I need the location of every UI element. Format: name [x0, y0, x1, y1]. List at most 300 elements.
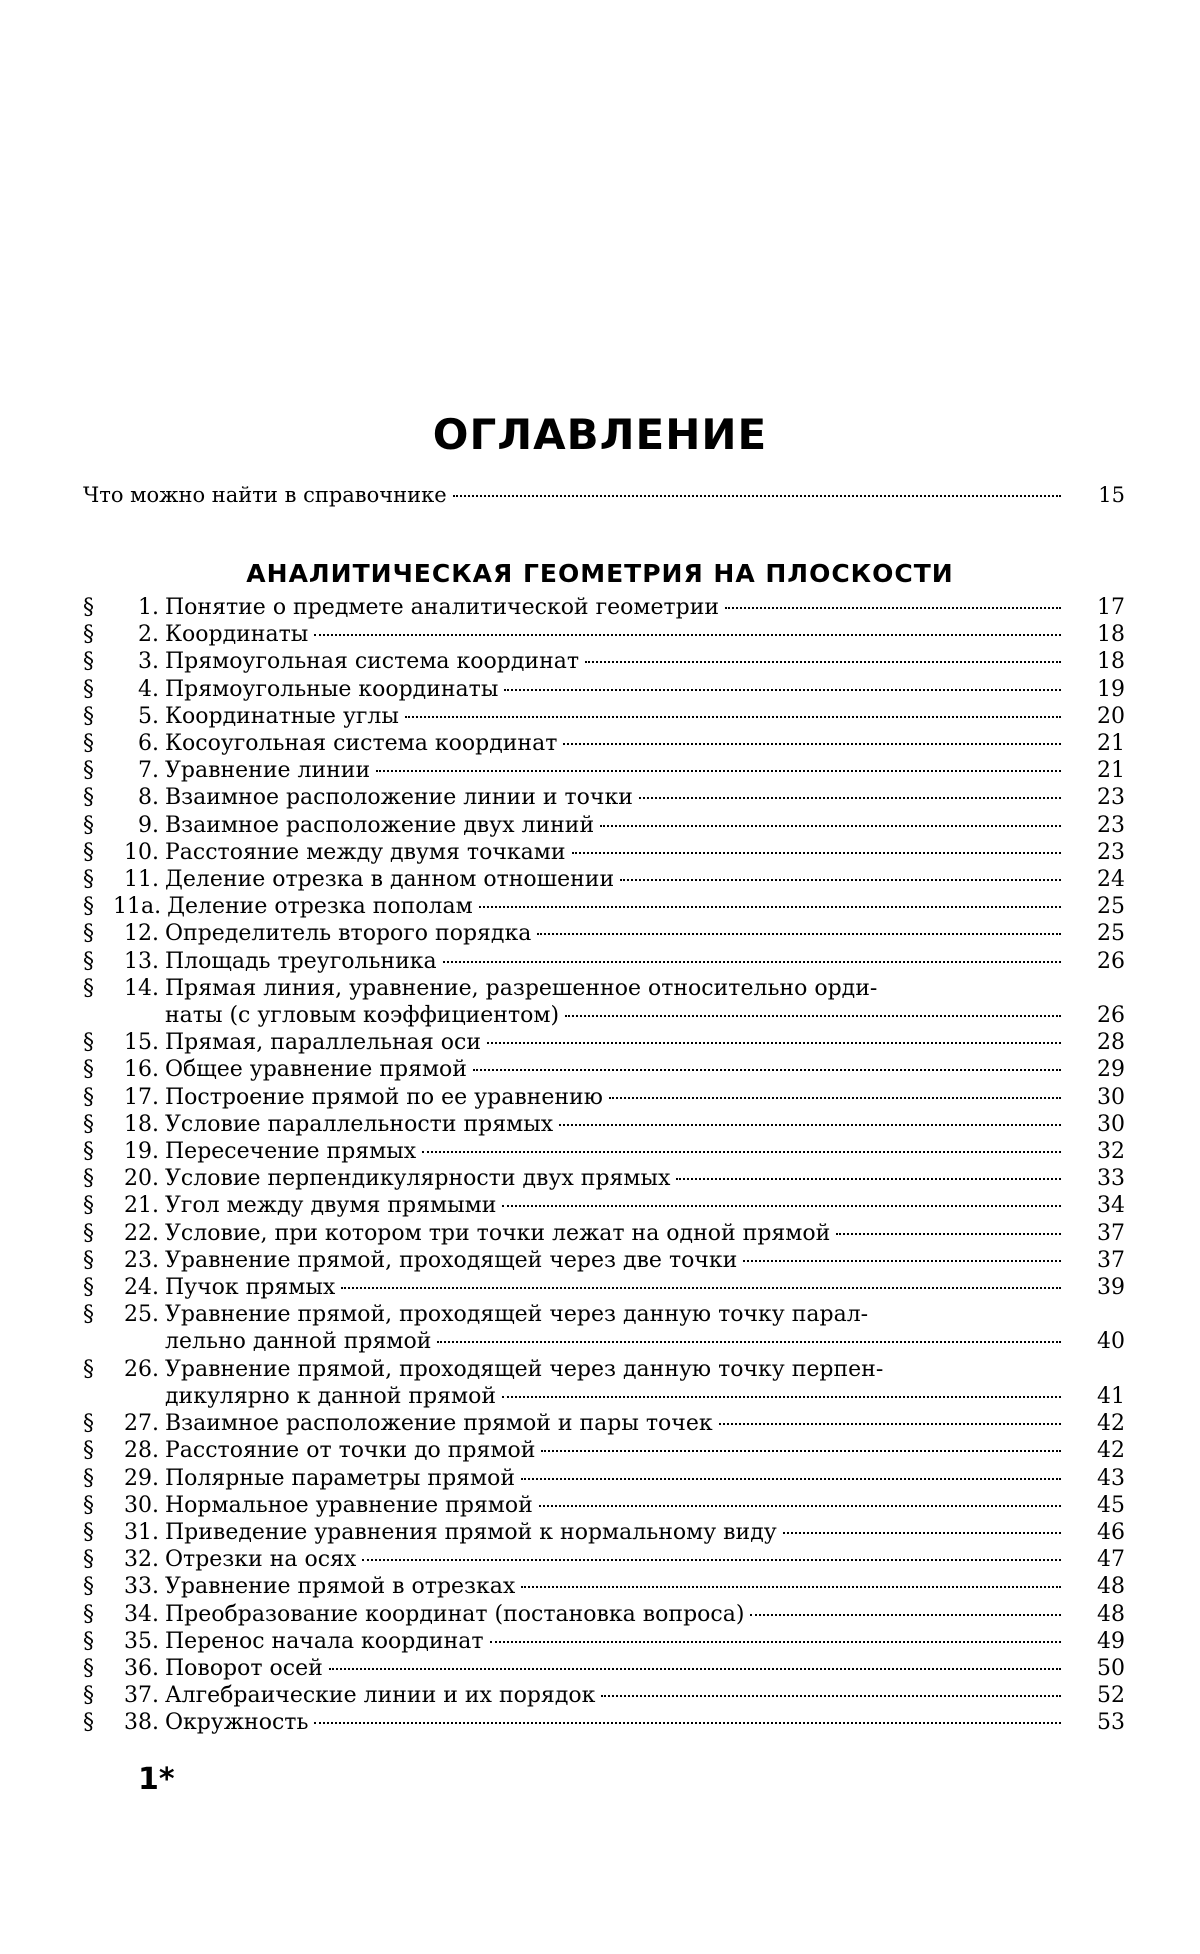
toc-entry-body	[165, 621, 1067, 648]
toc-entry-page: 25	[1097, 921, 1125, 947]
toc-entry[interactable]	[83, 648, 1125, 675]
toc-entry-line	[165, 594, 1067, 621]
section-sign: §	[83, 1683, 94, 1709]
toc-entry[interactable]	[83, 594, 1125, 621]
toc-entry-line	[165, 1655, 1067, 1682]
toc-entry-title: Определитель второго порядка	[165, 921, 532, 947]
dot-leader	[376, 770, 1061, 772]
toc-entry-number: 6.	[138, 731, 159, 757]
dot-leader	[620, 879, 1061, 881]
dot-leader	[783, 1532, 1061, 1534]
toc-entry-title: Отрезки на осях	[165, 1547, 357, 1573]
toc-entry-line	[165, 1601, 1067, 1628]
toc-entry-number: 4.	[138, 676, 159, 702]
dot-leader	[676, 1178, 1061, 1180]
dot-leader	[487, 1042, 1061, 1044]
section-heading: АНАЛИТИЧЕСКАЯ ГЕОМЕТРИЯ НА ПЛОСКОСТИ	[246, 558, 954, 588]
dot-leader	[502, 1396, 1061, 1398]
toc-entry[interactable]	[83, 839, 1125, 866]
toc-entry[interactable]	[83, 1056, 1125, 1083]
toc-entry[interactable]	[83, 1655, 1125, 1682]
section-sign: §	[83, 839, 94, 865]
toc-entry[interactable]	[83, 1492, 1125, 1519]
toc-entry-title: Взаимное расположение двух линий	[165, 812, 595, 838]
toc-entry-line	[165, 866, 1067, 893]
toc-entry-number: 37.	[124, 1683, 159, 1709]
toc-entry-title: Деление отрезка в данном отношении	[165, 867, 615, 893]
toc-entry-body	[165, 1247, 1067, 1274]
toc-entry-title: Уравнение прямой, проходящей через две точки	[165, 1247, 738, 1273]
toc-entry-line	[165, 1220, 1067, 1247]
toc-entry-line	[165, 1709, 1067, 1736]
toc-entry-title: Условие параллельности прямых	[165, 1111, 554, 1137]
toc-entry[interactable]	[83, 1356, 1125, 1410]
section-sign: §	[83, 948, 94, 974]
toc-entry[interactable]	[83, 893, 1125, 920]
toc-entry-line	[165, 839, 1067, 866]
toc-entry-title: Площадь треугольника	[165, 948, 437, 974]
section-sign: §	[83, 1084, 94, 1110]
toc-entry-body	[165, 703, 1067, 730]
toc-entry-line	[165, 1056, 1067, 1083]
toc-entry-title: Прямоугольные координаты	[165, 676, 499, 702]
toc-entry-number: 32.	[124, 1547, 159, 1573]
toc-entry-body	[165, 920, 1067, 947]
toc-entry[interactable]	[83, 866, 1125, 893]
toc-entry[interactable]	[83, 1628, 1125, 1655]
toc-entry-title: Взаимное расположение линии и точки	[165, 785, 633, 811]
toc-entry-number: 23.	[124, 1247, 159, 1273]
toc-entry-body	[165, 1301, 1067, 1355]
toc-entry-body	[165, 1437, 1067, 1464]
section-sign: §	[83, 1275, 94, 1301]
toc-entry-line	[165, 1465, 1067, 1492]
page-title: ОГЛАВЛЕНИЕ	[432, 410, 768, 460]
toc-entry-line	[165, 730, 1067, 757]
section-sign: §	[83, 1139, 94, 1165]
dot-leader	[453, 495, 1061, 497]
toc-entry-line	[167, 893, 1067, 920]
toc-entry-title: Прямая, параллельная оси	[165, 1030, 482, 1056]
toc-entry-body	[165, 1165, 1067, 1192]
toc-entry-title: Нормальное уравнение прямой	[165, 1492, 533, 1518]
section-sign: §	[83, 1030, 94, 1056]
toc-entry[interactable]	[83, 1084, 1125, 1111]
dot-leader	[836, 1233, 1061, 1235]
toc-entry-line	[165, 920, 1067, 947]
dot-leader	[490, 1641, 1061, 1643]
toc-entry-number: 13.	[124, 948, 159, 974]
intro-entry-page: 15	[1098, 483, 1125, 507]
toc-entry-page: 40	[1097, 1329, 1125, 1355]
dot-leader	[362, 1559, 1061, 1561]
toc-entry-body	[165, 812, 1067, 839]
toc-entry-page: 21	[1097, 758, 1125, 784]
toc-entry-number: 30.	[124, 1492, 159, 1518]
toc-entry-body	[165, 1356, 1067, 1410]
toc-entry-number: 10.	[124, 839, 159, 865]
toc-entry-page: 23	[1097, 839, 1125, 865]
toc-entry-body	[165, 839, 1067, 866]
toc-entry-page: 48	[1097, 1574, 1125, 1600]
toc-entry[interactable]	[83, 784, 1125, 811]
section-sign: §	[83, 867, 94, 893]
toc-entry-body	[165, 1655, 1067, 1682]
toc-entry-title: Координаты	[165, 622, 309, 648]
toc-entry-body	[165, 1492, 1067, 1519]
dot-leader	[743, 1260, 1061, 1262]
toc-entry-number: 17.	[124, 1084, 159, 1110]
toc-entry-body	[165, 784, 1067, 811]
toc-entry-page: 43	[1097, 1465, 1125, 1491]
toc-entry-line	[165, 1165, 1067, 1192]
toc-entry-body	[165, 1084, 1067, 1111]
section-sign: §	[83, 1710, 94, 1736]
toc-entry-number: 33.	[124, 1574, 159, 1600]
toc-entry-number: 3.	[138, 649, 159, 675]
section-sign: §	[83, 1111, 94, 1137]
toc-entry-page: 42	[1097, 1411, 1125, 1437]
toc-entry-page: 45	[1097, 1492, 1125, 1518]
toc-entry-title: Пересечение прямых	[165, 1139, 417, 1165]
toc-entry-title: Условие перпендикулярности двух прямых	[165, 1166, 671, 1192]
section-sign: §	[83, 676, 94, 702]
toc-entry[interactable]	[83, 1465, 1125, 1492]
section-sign: §	[83, 731, 94, 757]
toc-entry-title: Уравнение прямой, проходящей через данную точку перпен-	[165, 1356, 884, 1382]
toc-entry[interactable]	[83, 1546, 1125, 1573]
toc-entry-page: 46	[1097, 1519, 1125, 1545]
dot-leader	[443, 961, 1061, 963]
toc-entry[interactable]	[83, 621, 1125, 648]
toc-entry-body	[165, 1029, 1067, 1056]
section-sign: §	[83, 703, 94, 729]
section-sign: §	[83, 595, 94, 620]
toc-entry-number: 9.	[138, 812, 159, 838]
toc-entry-number: 12.	[124, 921, 159, 947]
toc-entry[interactable]	[83, 1682, 1125, 1709]
toc-entry-title: Приведение уравнения прямой к нормальному виду	[165, 1519, 777, 1545]
section-sign: §	[83, 1356, 94, 1382]
section-sign: §	[83, 1547, 94, 1573]
toc-entry-number: 34.	[124, 1601, 159, 1627]
section-sign: §	[83, 1574, 94, 1600]
toc-entry-title: Полярные параметры прямой	[165, 1465, 516, 1491]
toc-entry-title: Построение прямой по ее уравнению	[165, 1084, 603, 1110]
toc-entry-body	[165, 1410, 1067, 1437]
toc-entry-page: 30	[1097, 1084, 1125, 1110]
toc-entry[interactable]	[83, 1519, 1125, 1546]
toc-entry-page: 23	[1097, 812, 1125, 838]
intro-entry-text: Что можно найти в справочнике	[83, 483, 447, 507]
section-sign: §	[83, 1302, 94, 1328]
dot-leader	[422, 1151, 1061, 1153]
toc-entry-page: 28	[1097, 1030, 1125, 1056]
toc-entry-page: 26	[1097, 1003, 1125, 1029]
toc-entry[interactable]	[83, 1573, 1125, 1600]
toc-entry[interactable]	[83, 812, 1125, 839]
toc-entry-title: Понятие о предмете аналитической геометрии	[165, 595, 720, 620]
toc-entry-page: 39	[1097, 1275, 1125, 1301]
section-sign: §	[83, 1220, 94, 1246]
toc-entry[interactable]	[83, 757, 1125, 784]
toc-entry-body	[165, 1519, 1067, 1546]
dot-leader	[341, 1287, 1061, 1289]
toc-entry-title: Условие, при котором три точки лежат на одной прямой	[165, 1220, 831, 1246]
toc-entry-line	[165, 1274, 1067, 1301]
toc-entry-line	[165, 1492, 1067, 1519]
section-sign: §	[83, 1519, 94, 1545]
toc-entry-title: наты (с угловым коэффициентом)	[165, 1003, 560, 1029]
section-sign: §	[83, 1628, 94, 1654]
dot-leader	[539, 1505, 1061, 1507]
toc-entry-page: 29	[1097, 1057, 1125, 1083]
toc-entry-title: Косоугольная система координат	[165, 731, 558, 757]
dot-leader	[719, 1423, 1061, 1425]
toc-entry[interactable]	[83, 1138, 1125, 1165]
toc-entry-body	[165, 1138, 1067, 1165]
dot-leader	[314, 1722, 1061, 1724]
toc-entry-title: лельно данной прямой	[165, 1329, 432, 1355]
toc-entry-body	[165, 866, 1067, 893]
toc-entry-title: Общее уравнение прямой	[165, 1057, 467, 1083]
toc-entry-title: Алгебраические линии и их порядок	[165, 1683, 596, 1709]
toc-entry-body	[165, 1601, 1067, 1628]
toc-entry-page: 53	[1097, 1710, 1125, 1736]
toc-entry-number: 19.	[124, 1139, 159, 1165]
toc-entry-number: 11.	[124, 867, 159, 893]
toc-entry[interactable]	[83, 703, 1125, 730]
toc-entry-body	[165, 730, 1067, 757]
toc-entry-body	[165, 757, 1067, 784]
toc-entry-page: 18	[1097, 622, 1125, 648]
toc-entry-title: Деление отрезка пополам	[167, 894, 473, 920]
toc-entry-body	[165, 1628, 1067, 1655]
toc-entry-body	[165, 948, 1067, 975]
toc-entry-number: 28.	[124, 1438, 159, 1464]
toc-entry-line	[165, 1138, 1067, 1165]
dot-leader	[565, 1015, 1061, 1017]
dot-leader	[437, 1341, 1061, 1343]
section-sign: §	[83, 1193, 94, 1219]
intro-entry[interactable]	[83, 483, 1125, 507]
toc-entry-line	[165, 676, 1067, 703]
dot-leader	[725, 607, 1061, 609]
toc-entry-page: 47	[1097, 1547, 1125, 1573]
toc-entry-line	[165, 784, 1067, 811]
toc-entry-line	[165, 1029, 1067, 1056]
toc-entry-line	[165, 648, 1067, 675]
dot-leader	[601, 1695, 1061, 1697]
toc-entry-line	[165, 1247, 1067, 1274]
section-sign: §	[83, 1601, 94, 1627]
section-sign: §	[83, 975, 94, 1001]
toc-entry-title: Взаимное расположение прямой и пары точек	[165, 1411, 713, 1437]
toc-entry-title: Угол между двумя прямыми	[165, 1193, 497, 1219]
toc-entry-page: 20	[1097, 703, 1125, 729]
dot-leader	[537, 933, 1061, 935]
table-of-contents	[83, 594, 1125, 1737]
toc-entry-body	[165, 1682, 1067, 1709]
dot-leader	[521, 1478, 1061, 1480]
toc-entry-body	[165, 1056, 1067, 1083]
toc-entry-title: Уравнение прямой в отрезках	[165, 1574, 516, 1600]
toc-entry-line	[165, 1383, 1067, 1410]
toc-entry-line	[165, 1002, 1067, 1029]
toc-entry-line	[165, 1111, 1067, 1138]
toc-entry-line	[165, 621, 1067, 648]
toc-entry[interactable]	[83, 1220, 1125, 1247]
toc-entry-page: 24	[1097, 867, 1125, 893]
toc-entry-page: 52	[1097, 1683, 1125, 1709]
dot-leader	[504, 689, 1061, 691]
toc-entry[interactable]	[83, 730, 1125, 757]
toc-entry[interactable]	[83, 1165, 1125, 1192]
toc-entry-body	[165, 1546, 1067, 1573]
toc-entry-line	[165, 1573, 1067, 1600]
toc-entry-title: дикулярно к данной прямой	[165, 1383, 497, 1409]
toc-entry-page: 37	[1097, 1220, 1125, 1246]
toc-entry-number: 22.	[124, 1220, 159, 1246]
toc-entry-line	[165, 1682, 1067, 1709]
toc-entry-title: Координатные углы	[165, 703, 399, 729]
toc-entry-number: 5.	[138, 703, 159, 729]
section-sign: §	[83, 1655, 94, 1681]
dot-leader	[600, 825, 1061, 827]
toc-entry[interactable]	[83, 1709, 1125, 1736]
toc-entry-number: 15.	[124, 1030, 159, 1056]
toc-entry-title: Пучок прямых	[165, 1275, 336, 1301]
section-sign: §	[83, 1247, 94, 1273]
toc-entry[interactable]	[83, 1029, 1125, 1056]
toc-entry-page: 17	[1097, 595, 1125, 620]
toc-entry-body	[165, 975, 1067, 1029]
toc-entry[interactable]	[83, 920, 1125, 947]
dot-leader	[585, 661, 1061, 663]
dot-leader	[521, 1586, 1061, 1588]
toc-entry-line	[165, 1546, 1067, 1573]
toc-entry-line	[165, 1192, 1067, 1219]
toc-entry-number: 11а.	[113, 894, 162, 920]
toc-entry-page: 50	[1097, 1655, 1125, 1681]
toc-entry-body	[165, 648, 1067, 675]
dot-leader	[572, 852, 1061, 854]
toc-entry-page: 25	[1097, 894, 1125, 920]
section-sign: §	[83, 1057, 94, 1083]
toc-entry-number: 26.	[124, 1356, 159, 1382]
section-sign: §	[83, 1438, 94, 1464]
toc-entry-number: 21.	[124, 1193, 159, 1219]
dot-leader	[473, 1069, 1061, 1071]
toc-entry-line	[165, 1437, 1067, 1464]
toc-entry[interactable]	[83, 975, 1125, 1029]
toc-entry[interactable]	[83, 1111, 1125, 1138]
toc-entry-line	[165, 1301, 1067, 1328]
toc-entry-title: Прямая линия, уравнение, разрешенное относительно орди-	[165, 975, 878, 1001]
toc-entry-page: 41	[1097, 1383, 1125, 1409]
section-sign: §	[83, 894, 94, 920]
toc-entry[interactable]	[83, 1437, 1125, 1464]
toc-entry-title: Преобразование координат (постановка вопроса)	[165, 1601, 745, 1627]
toc-entry[interactable]	[83, 1247, 1125, 1274]
toc-entry-title: Расстояние между двумя точками	[165, 839, 566, 865]
section-sign: §	[83, 649, 94, 675]
dot-leader	[563, 743, 1061, 745]
toc-entry-page: 21	[1097, 731, 1125, 757]
section-sign: §	[83, 758, 94, 784]
toc-entry-number: 24.	[124, 1275, 159, 1301]
toc-entry-line	[165, 1356, 1067, 1383]
toc-entry-number: 2.	[138, 622, 159, 648]
toc-entry-number: 38.	[124, 1710, 159, 1736]
toc-entry[interactable]	[83, 1274, 1125, 1301]
toc-entry-line	[165, 1519, 1067, 1546]
toc-entry-page: 33	[1097, 1166, 1125, 1192]
toc-entry-page: 34	[1097, 1193, 1125, 1219]
toc-entry[interactable]	[83, 948, 1125, 975]
dot-leader	[329, 1668, 1061, 1670]
toc-entry-number: 14.	[124, 975, 159, 1001]
toc-entry-page: 32	[1097, 1139, 1125, 1165]
dot-leader	[541, 1450, 1061, 1452]
toc-entry-body	[165, 594, 1067, 621]
toc-entry-number: 18.	[124, 1111, 159, 1137]
toc-entry-line	[165, 703, 1067, 730]
toc-entry-page: 26	[1097, 948, 1125, 974]
toc-entry-line	[165, 1084, 1067, 1111]
section-sign: §	[83, 785, 94, 811]
toc-entry-page: 19	[1097, 676, 1125, 702]
toc-entry-line	[165, 812, 1067, 839]
toc-entry-number: 20.	[124, 1166, 159, 1192]
toc-entry[interactable]	[83, 1192, 1125, 1219]
toc-entry-body	[165, 1573, 1067, 1600]
section-sign: §	[83, 1465, 94, 1491]
toc-entry[interactable]	[83, 676, 1125, 703]
toc-entry-body	[165, 1111, 1067, 1138]
section-sign: §	[83, 1166, 94, 1192]
section-sign: §	[83, 1492, 94, 1518]
toc-entry-number: 8.	[138, 785, 159, 811]
toc-entry-body	[167, 893, 1067, 920]
toc-entry-line	[165, 1410, 1067, 1437]
toc-entry-page: 42	[1097, 1438, 1125, 1464]
dot-leader	[502, 1205, 1061, 1207]
toc-entry-page: 18	[1097, 649, 1125, 675]
dot-leader	[559, 1124, 1061, 1126]
section-sign: §	[83, 1411, 94, 1437]
toc-entry-line	[165, 948, 1067, 975]
section-sign: §	[83, 622, 94, 648]
toc-entry-title: Уравнение прямой, проходящей через данную точку парал-	[165, 1302, 869, 1328]
toc-entry[interactable]	[83, 1410, 1125, 1437]
section-sign: §	[83, 812, 94, 838]
toc-entry-page: 23	[1097, 785, 1125, 811]
dot-leader	[314, 634, 1061, 636]
toc-entry-body	[165, 1709, 1067, 1736]
toc-entry[interactable]	[83, 1301, 1125, 1355]
toc-entry-body	[165, 1220, 1067, 1247]
toc-entry-number: 16.	[124, 1057, 159, 1083]
toc-entry-title: Прямоугольная система координат	[165, 649, 580, 675]
toc-entry-number: 35.	[124, 1628, 159, 1654]
toc-entry-number: 36.	[124, 1655, 159, 1681]
section-sign: §	[83, 921, 94, 947]
dot-leader	[639, 797, 1061, 799]
toc-entry-title: Уравнение линии	[165, 758, 371, 784]
dot-leader	[750, 1614, 1061, 1616]
toc-entry[interactable]	[83, 1601, 1125, 1628]
